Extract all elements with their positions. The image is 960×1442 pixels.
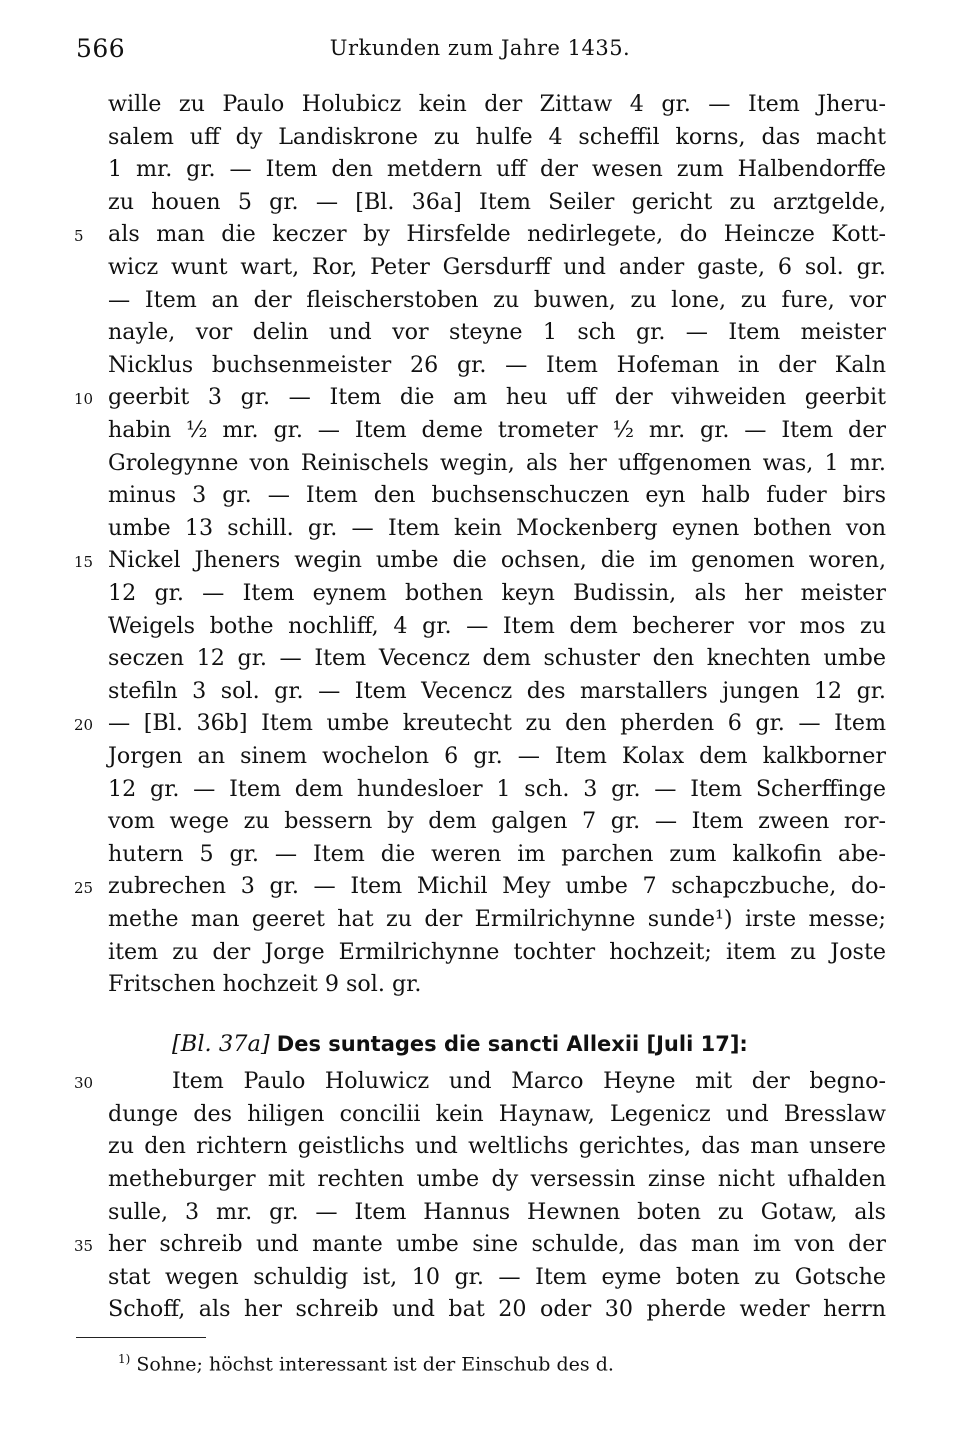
text-line: stat wegen schuldig ist, 10 gr. — Item eyme boten zu Gotsche: [108, 1264, 886, 1290]
text-line: — [Bl. 36b] Item umbe kreutecht zu den pherden 6 gr. — Item: [108, 710, 886, 736]
text-line: 1 mr. gr. — Item den metdern uff der wesen zum Halbendorffe: [108, 156, 886, 182]
text-line: zu den richtern geistlichs und weltlichs gerichtes, das man unsere: [108, 1133, 886, 1159]
text-line: geerbit 3 gr. — Item die am heu uff der vihweiden geerbit: [108, 384, 886, 410]
text-line: 12 gr. — Item eynem bothen keyn Budissin, als her meister: [108, 580, 886, 606]
text-line: Weigels bothe nochliff, 4 gr. — Item dem becherer vor mos zu: [108, 613, 886, 639]
text-line: hutern 5 gr. — Item die weren im parchen zum kalkofin abe-: [108, 841, 886, 867]
page-header: [0, 34, 960, 64]
text-line: 12 gr. — Item dem hundesloer 1 sch. 3 gr. — Item Scherffinge: [108, 776, 886, 802]
text-line: minus 3 gr. — Item den buchsenschuczen eyn halb fuder birs: [108, 482, 886, 508]
footnote: [118, 1345, 614, 1378]
running-title: Urkunden zum Jahre 1435.: [329, 36, 631, 60]
text-line: Schoff, als her schreib und bat 20 oder 30 pherde weder herrn: [108, 1296, 886, 1322]
line-number: 30: [74, 1074, 94, 1092]
text-line: zubrechen 3 gr. — Item Michil Mey umbe 7 schapczbuche, do-: [108, 873, 886, 899]
text-line: metheburger mit rechten umbe dy versessin zinse nicht ufhalden: [108, 1166, 886, 1192]
text-line: umbe 13 schill. gr. — Item kein Mockenberg eynen bothen von: [108, 515, 886, 541]
line-number: 15: [74, 553, 94, 571]
text-line: Nicklus buchsenmeister 26 gr. — Item Hofeman in der Kaln: [108, 352, 886, 378]
footnote-text: Sohne; höchst interessant ist der Einschub des d.: [136, 1353, 614, 1376]
line-number: 10: [74, 390, 94, 408]
text-line: Jorgen an sinem wochelon 6 gr. — Item Kolax dem kalkborner: [108, 743, 886, 769]
text-line: stefiln 3 sol. gr. — Item Vecencz des marstallers jungen 12 gr.: [108, 678, 886, 704]
text-line: salem uff dy Landiskrone zu hulfe 4 scheffil korns, das macht: [108, 124, 886, 150]
text-line: Item Paulo Holuwicz und Marco Heyne mit der begno-: [172, 1068, 886, 1094]
text-line: als man die keczer by Hirsfelde nedirlegete, do Heincze Kott-: [108, 221, 886, 247]
text-line: her schreib und mante umbe sine schulde, das man im von der: [108, 1231, 886, 1257]
text-line: wille zu Paulo Holubicz kein der Zittaw 4 gr. — Item Jheru-: [108, 91, 886, 117]
text-line: seczen 12 gr. — Item Vecencz dem schuster den knechten umbe: [108, 645, 886, 671]
line-number: 20: [74, 716, 94, 734]
line-number: 5: [74, 227, 84, 245]
heading-title: Des suntages die sancti Allexii [Juli 17]:: [276, 1032, 748, 1056]
text-line: vom wege zu bessern by dem galgen 7 gr. — Item zween ror-: [108, 808, 886, 834]
footnote-divider: [76, 1337, 206, 1338]
section-heading: [172, 1027, 748, 1061]
text-line: Fritschen hochzeit 9 sol. gr.: [108, 971, 422, 997]
text-line: Nickel Jheners wegin umbe die ochsen, die im genomen woren,: [108, 547, 886, 573]
line-number: 35: [74, 1237, 94, 1255]
page-number: 566: [76, 34, 126, 63]
text-line: nayle, vor delin und vor steyne 1 sch gr. — Item meister: [108, 319, 886, 345]
text-line: dunge des hiligen concilii kein Haynaw, Legenicz und Bresslaw: [108, 1101, 886, 1127]
text-line: wicz wunt wart, Ror, Peter Gersdurff und ander gaste, 6 sol. gr.: [108, 254, 886, 280]
text-line: item zu der Jorge Ermilrichynne tochter hochzeit; item zu Joste: [108, 939, 886, 965]
folio-reference: [Bl. 37a]: [172, 1031, 270, 1057]
text-line: habin ½ mr. gr. — Item deme trometer ½ mr. gr. — Item der: [108, 417, 886, 443]
text-line: — Item an der fleischerstoben zu buwen, zu lone, zu fure, vor: [108, 287, 886, 313]
footnote-mark: 1): [118, 1352, 131, 1366]
text-line: Grolegynne von Reinischels wegin, als her uffgenomen was, 1 mr.: [108, 450, 886, 476]
line-number: 25: [74, 879, 94, 897]
text-line: methe man geeret hat zu der Ermilrichynne sunde¹) irste messe;: [108, 906, 886, 932]
text-line: zu houen 5 gr. — [Bl. 36a] Item Seiler gericht zu arztgelde,: [108, 189, 886, 215]
text-line: sulle, 3 mr. gr. — Item Hannus Hewnen boten zu Gotaw, als: [108, 1199, 886, 1225]
